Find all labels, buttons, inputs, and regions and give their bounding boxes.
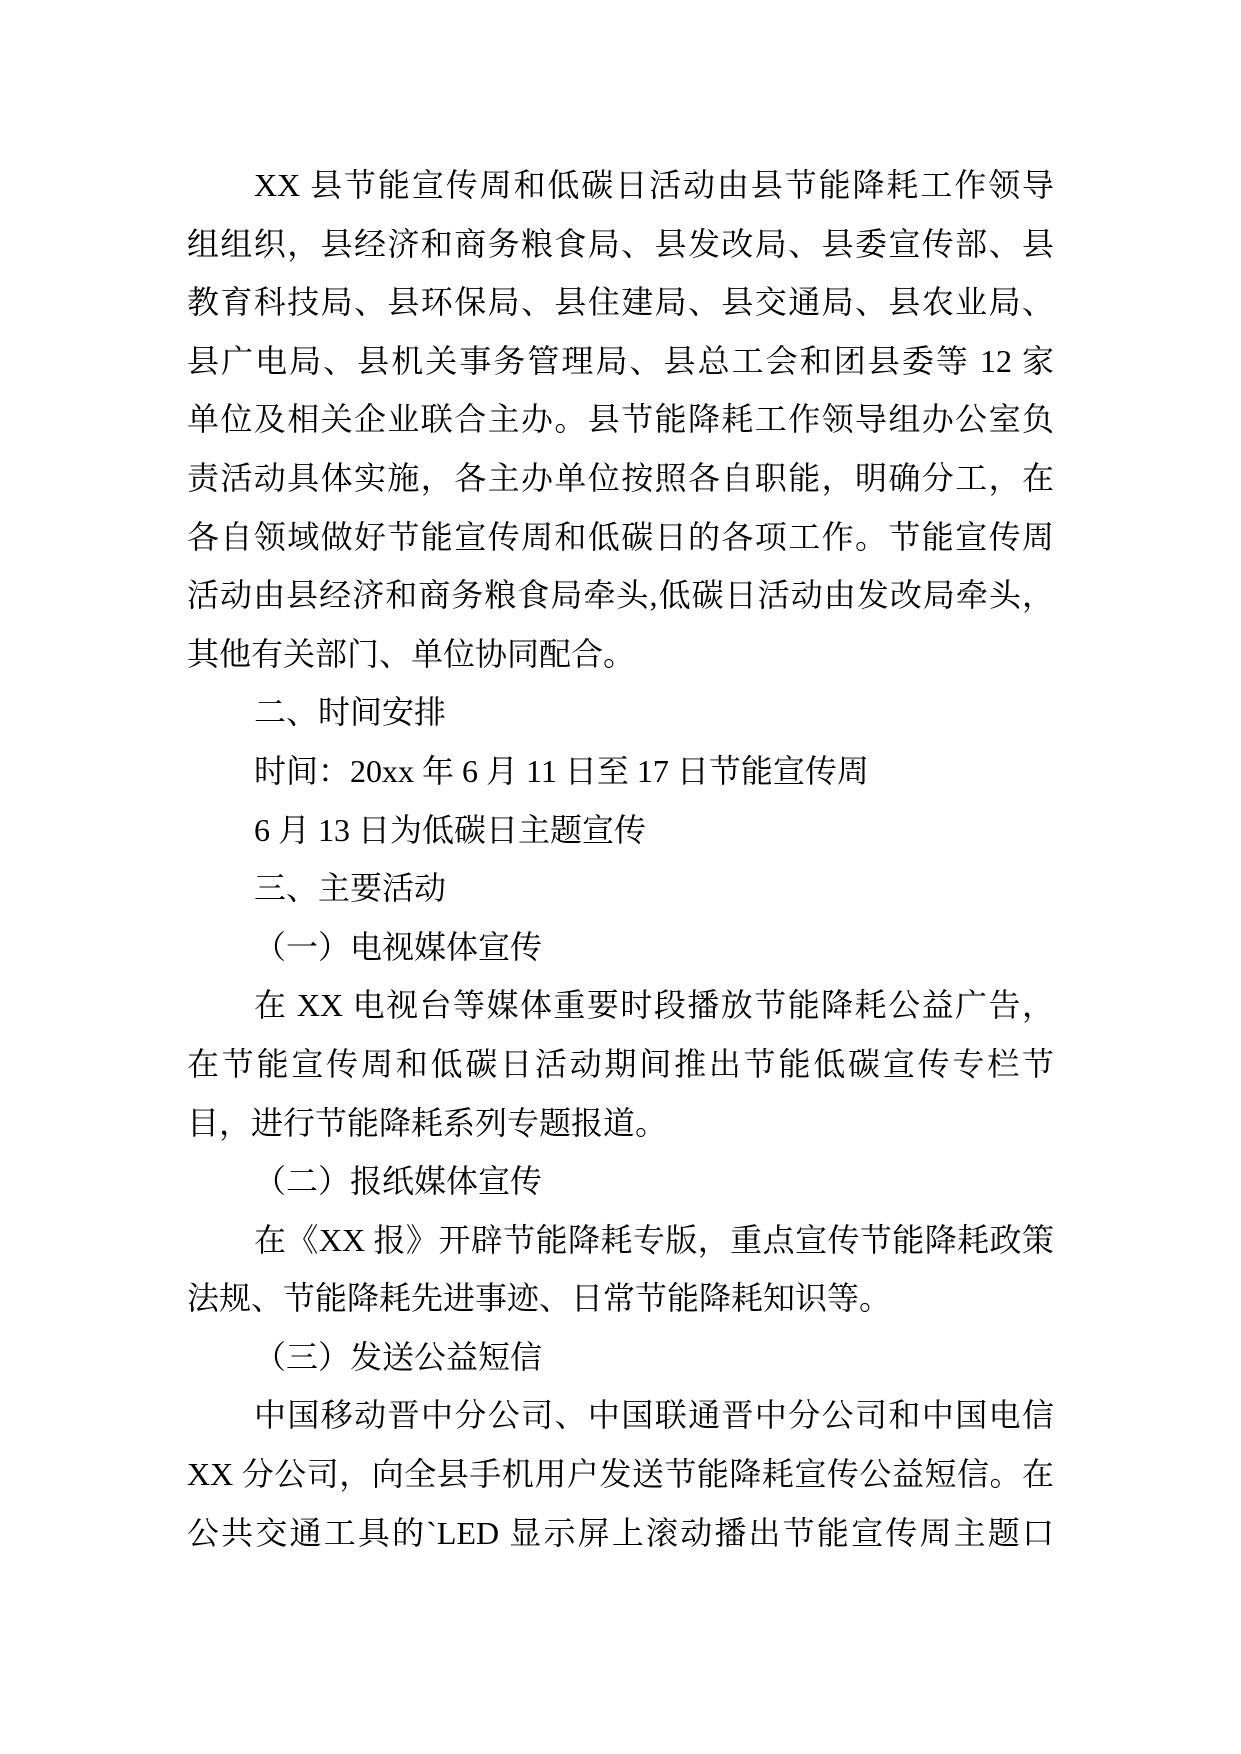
- text-line: 目，进行节能降耗系列专题报道。: [187, 1104, 668, 1141]
- text-line: 教育科技局、县环保局、县住建局、县交通局、县农业局、: [187, 284, 1054, 321]
- section-heading-activities: 三、主要活动: [254, 870, 447, 907]
- schedule-low-carbon-day-line: 6 月 13 日为低碳日主题宣传: [254, 811, 647, 848]
- text-line: 县广电局、县机关事务管理局、县总工会和团县委等 12 家: [187, 342, 1054, 379]
- text-line: 活动由县经济和商务粮食局牵头,低碳日活动由发改局牵头，: [187, 577, 1054, 614]
- text-line: 在节能宣传周和低碳日活动期间推出节能低碳宣传专栏节: [187, 1045, 1054, 1082]
- tv-media-paragraph: [187, 976, 1054, 1152]
- text-line: 公共交通工具的`LED 显示屏上滚动播出节能宣传周主题口: [187, 1514, 1054, 1551]
- text-line: XX 县节能宣传周和低碳日活动由县节能降耗工作领导: [254, 167, 1054, 203]
- document-body: [187, 156, 1054, 1562]
- text-line: 其他有关部门、单位协同配合。: [187, 635, 636, 672]
- section-heading-schedule: 二、时间安排: [254, 694, 447, 731]
- text-line: 各自领域做好节能宣传周和低碳日的各项工作。节能宣传周: [187, 518, 1054, 555]
- text-line: 组组织，县经济和商务粮食局、县发改局、县委宣传部、县: [187, 225, 1054, 262]
- text-line: 在 XX 电视台等媒体重要时段播放节能降耗公益广告，: [254, 987, 1054, 1024]
- sms-paragraph: [187, 1386, 1054, 1562]
- schedule-time-line: 时间：20xx 年 6 月 11 日至 17 日节能宣传周: [254, 752, 869, 789]
- newspaper-media-paragraph: [187, 1211, 1054, 1328]
- subsection-heading-sms: （三）发送公益短信: [254, 1338, 543, 1375]
- text-line: 法规、节能降耗先进事迹、日常节能降耗知识等。: [187, 1280, 892, 1317]
- subsection-heading-newspaper-media: （二）报纸媒体宣传: [254, 1163, 543, 1200]
- text-line: 单位及相关企业联合主办。县节能降耗工作领导组办公室负: [187, 401, 1054, 438]
- text-line: 中国移动晋中分公司、中国联通晋中分公司和中国电信: [254, 1397, 1054, 1434]
- text-line: 责活动具体实施，各主办单位按照各自职能，明确分工，在: [187, 459, 1054, 496]
- intro-paragraph: [187, 156, 1054, 683]
- text-line: XX 分公司，向全县手机用户发送节能降耗宣传公益短信。在: [187, 1456, 1054, 1493]
- subsection-heading-tv-media: （一）电视媒体宣传: [254, 928, 543, 965]
- text-line: 在《XX 报》开辟节能降耗专版，重点宣传节能降耗政策: [254, 1221, 1054, 1258]
